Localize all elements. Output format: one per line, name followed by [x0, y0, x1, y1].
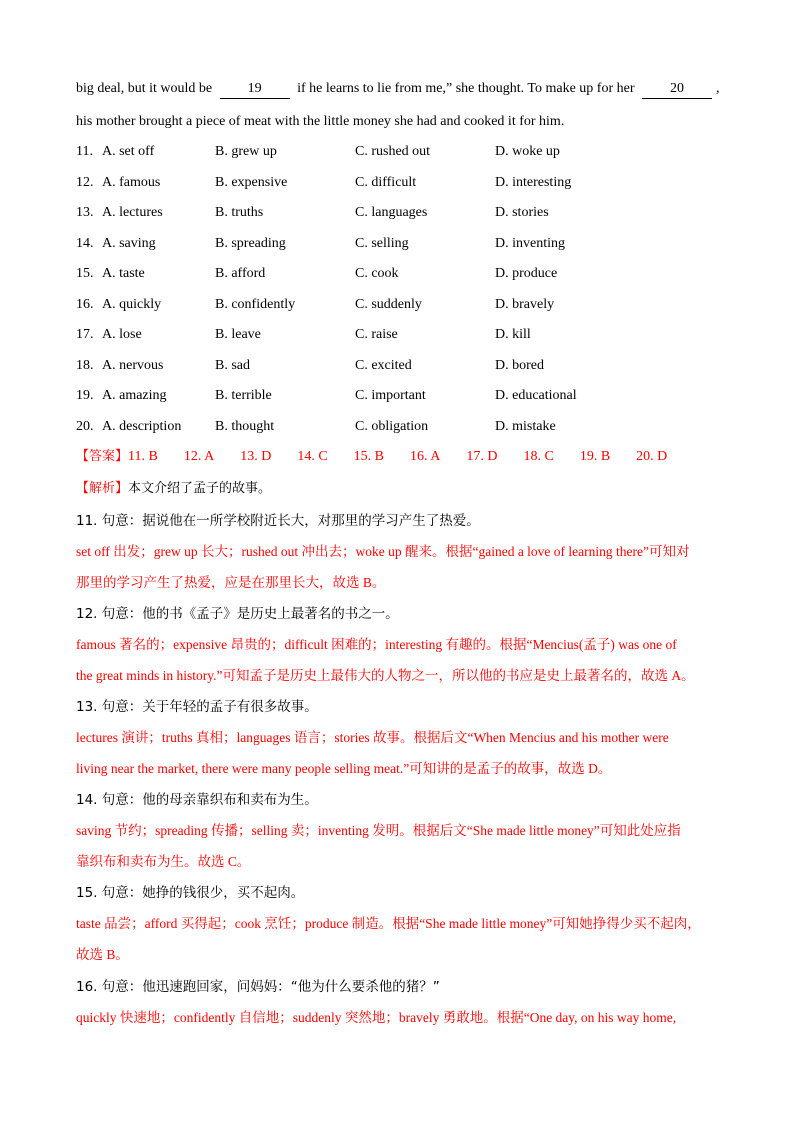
option-d: D. educational	[495, 388, 577, 403]
option-c: C. excited	[355, 357, 412, 373]
explanation-detail: taste 品尝；afford 买得起；cook 烹饪；produce 制造。根据“She made little money”可知她挣得少买不起肉，	[76, 916, 701, 931]
answer-item: 16. A	[410, 449, 441, 464]
answer-item: 12. A	[183, 449, 215, 464]
option-b: B. sad	[215, 357, 250, 373]
question-number: 12.	[76, 174, 94, 190]
option-b: B. confidently	[215, 296, 296, 312]
option-a: A. set off	[102, 144, 155, 159]
answer-item: 15. B	[353, 449, 384, 464]
explanation-sentence: 11. 句意：据说他在一所学校附近长大，对那里的学习产生了热爱。	[76, 513, 480, 529]
option-a: A. amazing	[102, 388, 167, 403]
blank-20: 20	[642, 80, 712, 99]
answer-item: 18. C	[523, 449, 554, 464]
option-c: C. raise	[355, 327, 398, 342]
option-c: C. selling	[355, 235, 409, 251]
passage-text: if he learns to lie from me,” she thought. To make up for her	[297, 81, 635, 96]
option-d: D. bravely	[495, 296, 555, 312]
option-d: D. inventing	[495, 235, 565, 251]
option-c: C. suddenly	[355, 296, 422, 312]
option-d: D. bored	[495, 357, 544, 373]
option-c: C. languages	[355, 205, 428, 220]
passage-line-2: his mother brought a piece of meat with the little money she had and cooked it for him.	[76, 114, 565, 129]
question-number: 16.	[76, 296, 94, 312]
answer-item: 17. D	[466, 449, 498, 464]
question-number: 19.	[76, 388, 94, 403]
passage-text: big deal, but it would be	[76, 81, 213, 96]
analysis-heading	[76, 480, 271, 498]
option-a: A. taste	[102, 266, 145, 281]
option-c: C. difficult	[355, 174, 417, 190]
explanation-sentence: 15. 句意：她挣的钱很少，买不起肉。	[76, 885, 305, 901]
question-number: 11.	[76, 144, 93, 159]
option-d: D. mistake	[495, 418, 556, 434]
explanation-sentence: 12. 句意：他的书《孟子》是历史上最著名的书之一。	[76, 606, 399, 622]
option-c: C. rushed out	[355, 144, 431, 159]
option-d: D. kill	[495, 327, 531, 342]
blank-19: 19	[220, 80, 290, 99]
option-b: B. spreading	[215, 235, 286, 251]
question-number: 20.	[76, 418, 94, 434]
option-a: A. description	[102, 418, 182, 434]
option-b: B. terrible	[215, 388, 272, 403]
explanation-detail: set off 出发；grew up 长大；rushed out 冲出去；woke up 醒来。根据“gained a love of learning there”可知对	[76, 544, 690, 559]
explanation-sentence: 14. 句意：他的母亲靠织布和卖布为生。	[76, 792, 318, 808]
explanation-detail: 那里的学习产生了热爱，应是在那里长大，故选 B。	[76, 575, 386, 590]
option-c: C. obligation	[355, 418, 429, 434]
question-number: 14.	[76, 235, 94, 251]
explanation-detail: lectures 演讲；truths 真相；languages 语言；stories 故事。根据后文“When Mencius and his mother were	[76, 730, 669, 745]
explanation-detail: 靠织布和卖布为生。故选 C。	[76, 854, 251, 869]
explanation-sentence: 13. 句意：关于年轻的孟子有很多故事。	[76, 699, 318, 715]
option-b: B. truths	[215, 205, 264, 220]
option-a: A. famous	[102, 174, 161, 190]
option-b: B. expensive	[215, 174, 288, 190]
option-a: A. quickly	[102, 296, 162, 312]
explanation-detail: the great minds in history.”可知孟子是历史上最伟大的人物之一，所以他的书应是史上最著名的，故选 A。	[76, 668, 695, 683]
answer-line	[76, 448, 681, 466]
answer-item: 14. C	[297, 449, 328, 464]
answer-list	[128, 449, 681, 464]
answer-item: 11. B	[128, 449, 158, 464]
option-b: B. leave	[215, 327, 261, 342]
option-c: C. important	[355, 388, 426, 403]
passage-line-1	[76, 80, 719, 99]
explanation-detail: living near the market, there were many people selling meat.”可知讲的是孟子的故事，故选 D。	[76, 761, 612, 776]
option-b: B. thought	[215, 418, 275, 434]
analysis-intro: 本文介绍了孟子的故事。	[128, 481, 272, 496]
analysis-label: 【解析】	[76, 481, 129, 496]
option-b: B. afford	[215, 266, 266, 281]
option-a: A. nervous	[102, 357, 164, 373]
option-d: D. produce	[495, 266, 558, 281]
answer-item: 20. D	[636, 449, 668, 464]
option-d: D. interesting	[495, 174, 572, 190]
explanation-sentence: 16. 句意：他迅速跑回家，问妈妈：“他为什么要杀他的猪？”	[76, 979, 440, 995]
explanation-detail: famous 著名的；expensive 昂贵的；difficult 困难的；interesting 有趣的。根据“Mencius(孟子) was one of	[76, 637, 677, 652]
answer-item: 13. D	[240, 449, 272, 464]
option-a: A. lectures	[102, 205, 163, 220]
question-number: 18.	[76, 357, 94, 373]
option-a: A. saving	[102, 235, 156, 251]
option-c: C. cook	[355, 266, 399, 281]
answer-label: 【答案】	[76, 449, 129, 464]
question-number: 15.	[76, 266, 94, 281]
explanation-detail: 故选 B。	[76, 947, 129, 962]
explanation-detail: saving 节约；spreading 传播；selling 卖；inventing 发明。根据后文“She made little money”可知此处应指	[76, 823, 681, 838]
option-d: D. woke up	[495, 144, 560, 159]
option-b: B. grew up	[215, 144, 277, 159]
answer-item: 19. B	[579, 449, 611, 464]
option-d: D. stories	[495, 205, 549, 220]
question-number: 13.	[76, 205, 94, 220]
passage-text: ,	[715, 81, 720, 96]
explanation-detail: quickly 快速地；confidently 自信地；suddenly 突然地；bravely 勇敢地。根据“One day, on his way home,	[76, 1010, 677, 1025]
option-a: A. lose	[102, 327, 142, 342]
question-number: 17.	[76, 327, 94, 342]
